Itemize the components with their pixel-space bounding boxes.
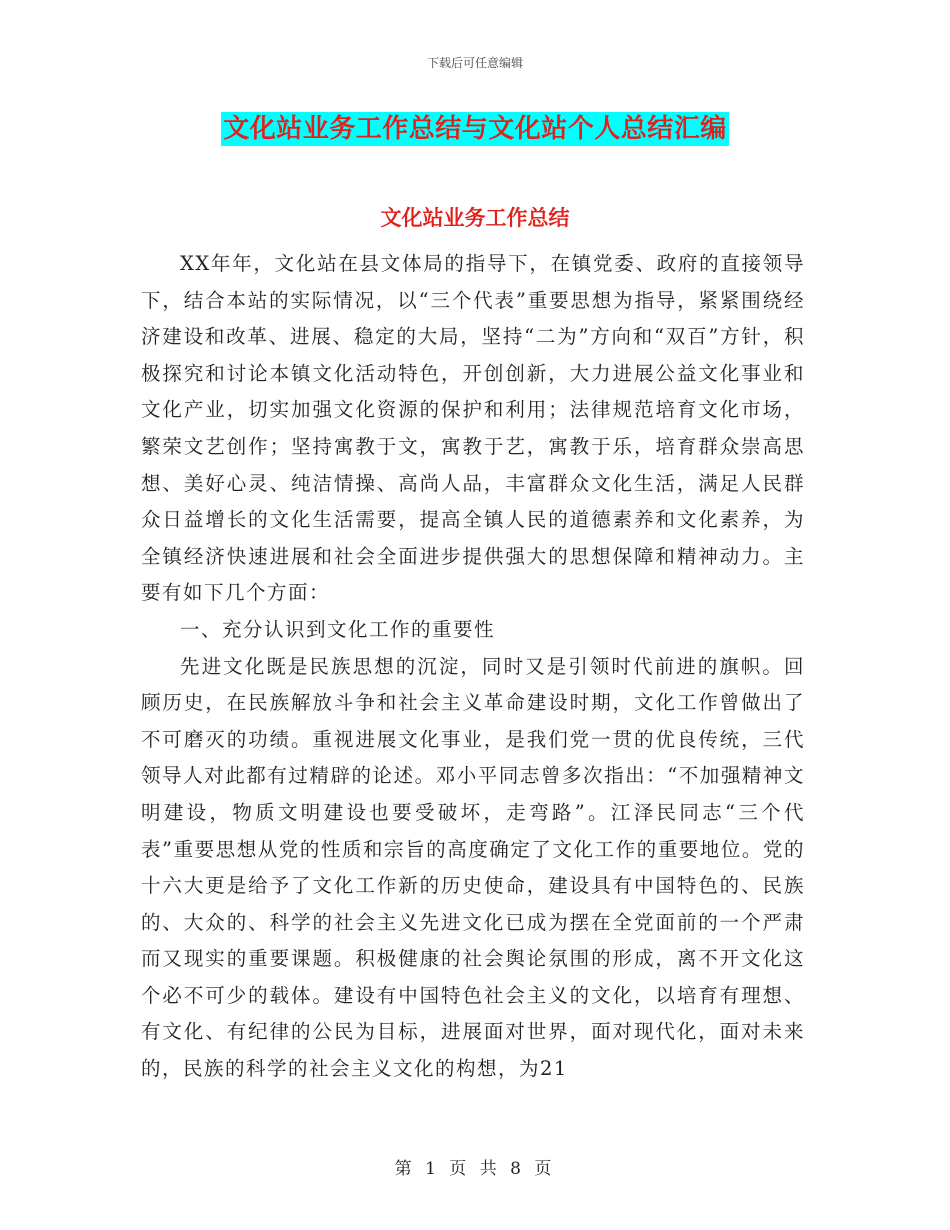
document-main-title: 文化站业务工作总结与文化站个人总结汇编 [223,114,727,144]
document-body [141,246,805,1088]
main-title-container [0,112,950,146]
section-title: 文化站业务工作总结 [380,206,570,230]
paragraph-culture: 先进文化既是民族思想的沉淀，同时又是引领时代前进的旗帜。回顾历史，在民族解放斗争和社会主义革命建设时期，文化工作曾做出了不可磨灭的功绩。重视进展文化事业，是我们党一贯的优良传统，三代领导人对此都有过精辟的论述。邓小平同志曾多次指出：“不加强精神文明建设，物质文明建设也要受破坏，走弯路”。江泽民同志“三个代表”重要思想从党的性质和宗旨的高度确定了文化工作的重要地位。党的十六大更是给予了文化工作新的历史使命，建设具有中国特色的、民族的、大众的、科学的社会主义先进文化已成为摆在全党面前的一个严肃而又现实的重要课题。积极健康的社会舆论氛围的形成，离不开文化这个必不可少的载体。建设有中国特色社会主义的文化，以培育有理想、有文化、有纪律的公民为目标，进展面对世界，面对现代化，面对未来的，民族的科学的社会主义文化的构想，为21 [141,654,805,1081]
paragraph-heading-1: 一、充分认识到文化工作的重要性 [180,617,496,641]
paragraph-intro: XX年年，文化站在县文体局的指导下，在镇党委、政府的直接领导下，结合本站的实际情况，以“三个代表”重要思想为指导，紧紧围绕经济建设和改革、进展、稳定的大局，坚持“二为”方向和“双百”方针，积极探究和讨论本镇文化活动特色，开创创新，大力进展公益文化事业和文化产业，切实加强文化资源的保护和利用；法律规范培育文化市场，繁荣文艺创作；坚持寓教于文，寓教于艺，寓教于乐，培育群众崇高思想、美好心灵、纯洁情操、高尚人品，丰富群众文化生活，满足人民群众日益增长的文化生活需要，提高全镇人民的道德素养和文化素养，为全镇经济快速进展和社会全面进步提供强大的思想保障和精神动力。主要有如下几个方面： [141,252,805,605]
page-footer: 第 1 页 共 8 页 [394,1159,556,1179]
header-note: 下载后可任意编辑 [426,56,523,70]
